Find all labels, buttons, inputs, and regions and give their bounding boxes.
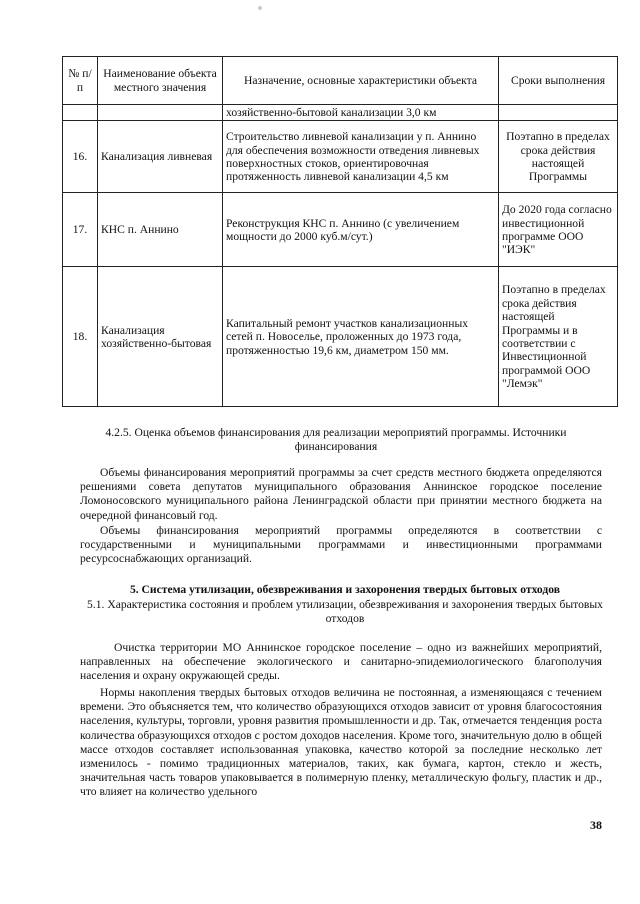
row-purpose: Строительство ливневой канализации у п. Аннино для обеспечения возможности отведения ливневых поверхностных стоков, ориентировочная протяженность ливневой канализации 4,5 км [223,121,499,193]
row-num: 18. [63,267,98,407]
header-num: № п/п [63,57,98,105]
row-purpose: Капитальный ремонт участков канализационных сетей п. Новоселье, проложенных до 1973 года, протяженностью 19,6 км, диаметром 150 мм. [223,267,499,407]
section-5-paragraph-2: Нормы накопления твердых бытовых отходов величина не постоянная, а изменяющаяся с течением времени. Это объясняется тем, что количество образующихся отходов зависит от уровня благосостояния населения, культуры, торговли, уровня развития промышленности и др. Так, отмечается тенденция роста количества образующихся отходов с ростом доходов населения. Кроме того, значительную долю в общей массе отходов составляет использованная упаковка, качество которой за последние несколько лет изменилось - помимо традиционных материалов, таких, как бумага, картон, стекло и жесть, значительная часть товаров упаковывается в полимерную пленку, металлическую фольгу, пластик и др., что влияет на количество удельного [80,686,602,799]
table-row [63,121,618,193]
section-425-paragraph-2: Объемы финансирования мероприятий программы определяются в соответствии с государственными и муниципальными программами и инвестиционными программами ресурсоснабжающих организаций. [80,524,602,566]
table-row [63,105,618,121]
header-name: Наименование объекта местного значения [98,57,223,105]
scan-artifact [258,6,262,10]
row-num: 16. [63,121,98,193]
row-num: 17. [63,193,98,267]
table-row [63,267,618,407]
header-terms: Сроки выполнения [499,57,618,105]
table-row [63,193,618,267]
section-5-subtitle: 5.1. Характеристика состояния и проблем утилизации, обезвреживания и захоронения твердых бытовых отходов [87,598,603,625]
table-header-row [63,57,618,105]
objects-table [62,56,618,407]
page-number: 38 [590,818,602,832]
row-terms: Поэтапно в пределах срока действия настоящей Программы и в соответствии с Инвестиционной программой ООО "Лемэк" [499,267,618,407]
header-purpose: Назначение, основные характеристики объекта [223,57,499,105]
row-name: Канализация ливневая [98,121,223,193]
continuation-cell: хозяйственно-бытовой канализации 3,0 км [223,105,499,121]
row-name: КНС п. Аннино [98,193,223,267]
row-terms: До 2020 года согласно инвестиционной программе ООО "ИЭК" [499,193,618,267]
section-5-title: 5. Система утилизации, обезвреживания и захоронения твердых бытовых отходов [129,583,561,596]
row-terms: Поэтапно в пределах срока действия настоящей Программы [499,121,618,193]
row-purpose: Реконструкция КНС п. Аннино (с увеличением мощности до 2000 куб.м/сут.) [223,193,499,267]
row-name: Канализация хозяйственно-бытовая [98,267,223,407]
section-425-title: 4.2.5. Оценка объемов финансирования для реализации мероприятий программы. Источники финансирования [105,426,567,453]
section-425-paragraph-1: Объемы финансирования мероприятий программы за счет средств местного бюджета определяются решениями совета депутатов муниципального образования Аннинское городское поселение Ломоносовского муниципального района Ленинградской области при принятии местного бюджета на очередной финансовый год. [80,466,602,522]
section-5-paragraph-1: Очистка территории МО Аннинское городское поселение – одно из важнейших мероприятий, направленных на обеспечение экологического и санитарно-эпидемиологического благополучия населения и охрану окружающей среды. [80,641,602,683]
